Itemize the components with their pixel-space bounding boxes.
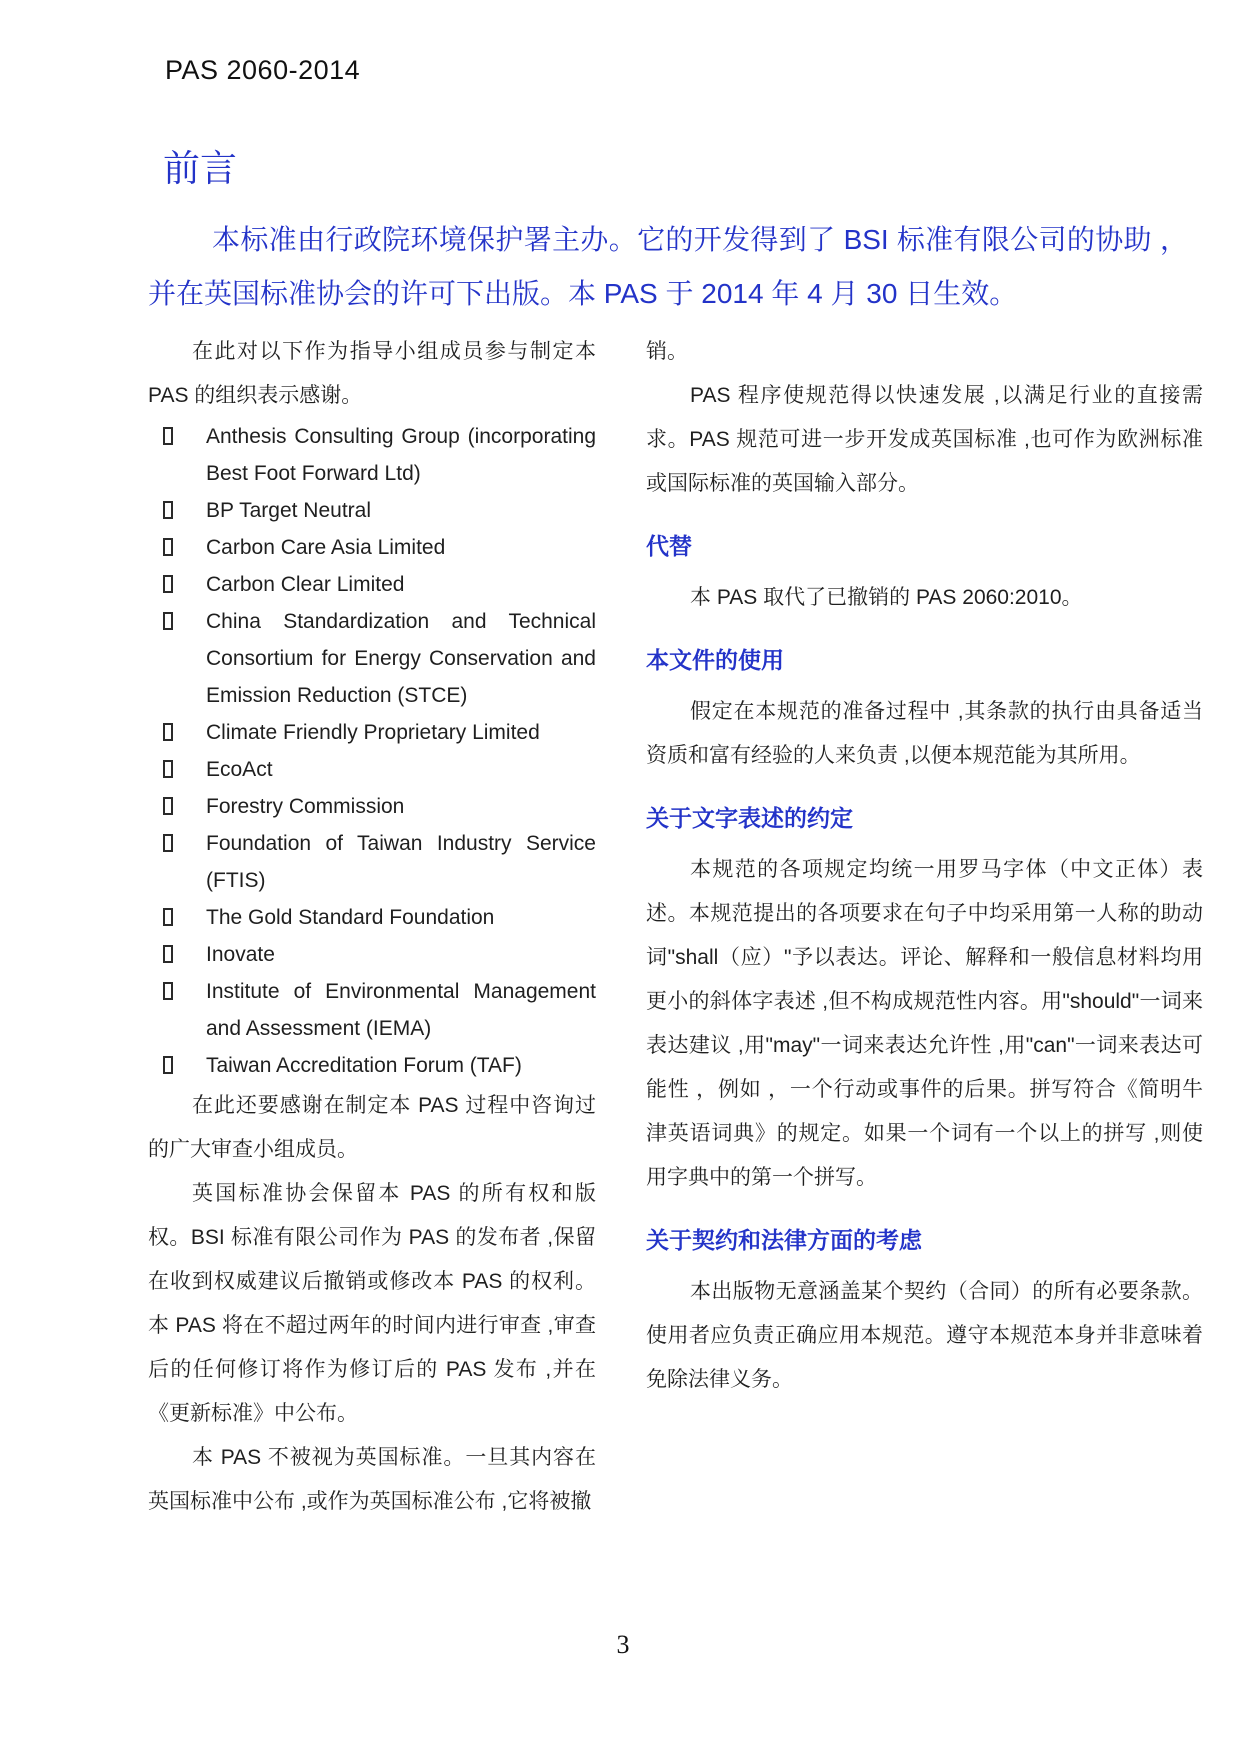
organization-name: EcoAct	[206, 758, 273, 781]
missing-glyph-bullet-icon	[163, 612, 173, 630]
missing-glyph-bullet-icon	[163, 945, 173, 963]
copyright-paragraph: 英国标准协会保留本 PAS 的所有权和版权。BSI 标准有限公司作为 PAS 的发布者 ,保留在收到权威建议后撤销或修改本 PAS 的权利。本 PAS 将在不超过两年的时间内进行审查 ,审查后的任何修订将作为修订后的 PAS 发布 ,并在《更新标准》中公布。	[148, 1182, 596, 1425]
missing-glyph-bullet-icon	[163, 834, 173, 852]
organization-name: Taiwan Accreditation Forum (TAF)	[206, 1054, 522, 1077]
organization-item	[148, 899, 596, 936]
missing-glyph-bullet-icon	[163, 723, 173, 741]
contractual-legal-paragraph: 本出版物无意涵盖某个契约（合同）的所有必要条款。使用者应负责正确应用本规范。遵守本规范本身并非意味着免除法律义务。	[646, 1280, 1203, 1391]
section-heading-supersession: 代替	[646, 533, 692, 559]
pas-process-paragraph: PAS 程序使规范得以快速发展 ,以满足行业的直接需求。PAS 规范可进一步开发成英国标准 ,也可作为欧洲标准或国际标准的英国输入部分。	[646, 384, 1203, 495]
organization-item	[148, 751, 596, 788]
organization-name: Carbon Care Asia Limited	[206, 536, 446, 559]
organization-name: China Standardization and Technical Consortium for Energy Conservation and Emission Reduction (STCE)	[206, 610, 596, 707]
organization-item	[148, 788, 596, 825]
use-of-document-paragraph: 假定在本规范的准备过程中 ,其条款的执行由具备适当资质和富有经验的人来负责 ,以便本规范能为其所用。	[646, 700, 1203, 767]
acknowledgement-intro: 在此对以下作为指导小组成员参与制定本 PAS 的组织表示感谢。	[148, 340, 596, 407]
organization-item	[148, 418, 596, 492]
organization-item	[148, 492, 596, 529]
organization-item	[148, 936, 596, 973]
missing-glyph-bullet-icon	[163, 760, 173, 778]
two-column-layout	[148, 330, 1203, 1524]
missing-glyph-bullet-icon	[163, 538, 173, 556]
organization-name: Carbon Clear Limited	[206, 573, 405, 596]
organization-name: Institute of Environmental Management and Assessment (IEMA)	[206, 980, 596, 1040]
continuation-text: 销。	[646, 340, 688, 363]
organization-item	[148, 714, 596, 751]
missing-glyph-bullet-icon	[163, 797, 173, 815]
organization-name: Forestry Commission	[206, 795, 405, 818]
organization-name: Anthesis Consulting Group (incorporating Best Foot Forward Ltd)	[206, 425, 596, 485]
missing-glyph-bullet-icon	[163, 982, 173, 1000]
supersession-paragraph: 本 PAS 取代了已撤销的 PAS 2060:2010。	[690, 586, 1083, 609]
section-heading-use-of-document: 本文件的使用	[646, 647, 784, 673]
missing-glyph-bullet-icon	[163, 427, 173, 445]
organization-item	[148, 566, 596, 603]
review-panel-ack-paragraph: 在此还要感谢在制定本 PAS 过程中咨询过的广大审查小组成员。	[148, 1094, 596, 1161]
right-column	[646, 330, 1203, 1524]
left-column	[148, 330, 596, 1524]
not-british-standard-paragraph: 本 PAS 不被视为英国标准。一旦其内容在英国标准中公布 ,或作为英国标准公布 ,它将被撤	[148, 1446, 596, 1513]
organization-name: BP Target Neutral	[206, 499, 371, 522]
organization-name: Climate Friendly Proprietary Limited	[206, 721, 540, 744]
organization-name: Foundation of Taiwan Industry Service (FTIS)	[206, 832, 596, 892]
organization-item	[148, 603, 596, 714]
foreword-intro-paragraph: 本标准由行政院环境保护署主办。它的开发得到了 BSI 标准有限公司的协助 ，并在英国标准协会的许可下出版。本 PAS 于 2014 年 4 月 30 日生效。	[148, 224, 1188, 309]
organization-item	[148, 529, 596, 566]
missing-glyph-bullet-icon	[163, 1056, 173, 1074]
organization-list	[148, 418, 596, 1084]
organization-item	[148, 973, 596, 1047]
organization-name: Inovate	[206, 943, 275, 966]
organization-item	[148, 1047, 596, 1084]
missing-glyph-bullet-icon	[163, 501, 173, 519]
organization-name: The Gold Standard Foundation	[206, 906, 495, 929]
organization-item	[148, 825, 596, 899]
section-heading-contractual-legal: 关于契约和法律方面的考虑	[646, 1227, 922, 1253]
missing-glyph-bullet-icon	[163, 908, 173, 926]
page-number: 3	[616, 1630, 630, 1659]
page-title: 前言	[163, 148, 237, 189]
verbal-conventions-paragraph: 本规范的各项规定均统一用罗马字体（中文正体）表述。本规范提出的各项要求在句子中均采用第一人称的助动词"shall（应）"予以表达。评论、解释和一般信息材料均用更小的斜体字表述 ,但不构成规范性内容。用"should"一词来表达建议 ,用"may"一词来表达允许性 ,用"can"一词来表达可能性 ，例如 ，一个行动或事件的后果。拼写符合《简明牛津英语词典》的规定。如果一个词有一个以上的拼写 ,则使用字典中的第一个拼写。	[646, 858, 1203, 1189]
section-heading-verbal-conventions: 关于文字表述的约定	[646, 805, 853, 831]
missing-glyph-bullet-icon	[163, 575, 173, 593]
document-header: PAS 2060-2014	[165, 55, 361, 85]
